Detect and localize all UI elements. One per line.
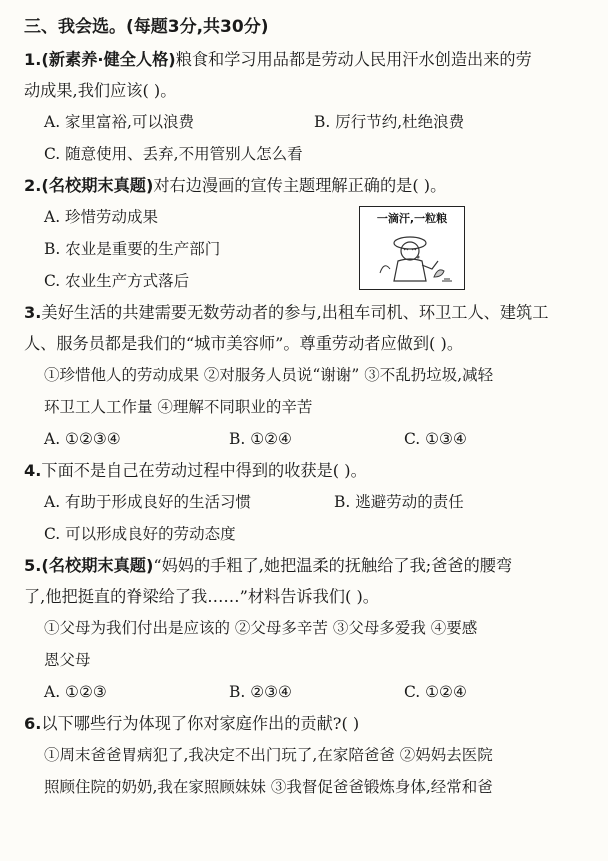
question-number: 5. <box>24 556 42 575</box>
option-b[interactable]: B. 逃避劳动的责任 <box>334 493 464 511</box>
question-6-line-1 <box>24 708 590 739</box>
section-title: 三、我会选。(每题3分,共30分) <box>24 17 269 37</box>
option-a[interactable]: A. 有助于形成良好的生活习惯 <box>44 493 252 511</box>
worksheet-page <box>24 14 590 803</box>
question-3-line-2: 人、服务员都是我们的“城市美容师”。尊重劳动者应做到( )。 <box>24 334 464 353</box>
statement-line-2: 照顾住院的奶奶,我在家照顾妹妹 ③我督促爸爸锻炼身体,经常和爸 <box>44 778 493 796</box>
cartoon-image <box>359 206 465 290</box>
question-text: “妈妈的手粗了,她把温柔的抚触给了我;爸爸的腰弯 <box>153 556 513 575</box>
question-tag: (名校期末真题) <box>41 556 154 575</box>
option-c[interactable]: C. 农业生产方式落后 <box>44 272 190 290</box>
question-number: 1. <box>24 50 42 69</box>
question-4-line-1 <box>24 455 590 486</box>
statement-line-2: 环卫工人工作量 ④理解不同职业的辛苦 <box>44 398 313 416</box>
statement-line-1: ①珍惜他人的劳动成果 ②对服务人员说“谢谢” ③不乱扔垃圾,减轻 <box>44 366 494 384</box>
option-a[interactable]: A. 珍惜劳动成果 <box>44 208 159 226</box>
option-a[interactable]: A. ①②③ <box>44 683 107 701</box>
option-b[interactable]: B. ①②④ <box>229 430 292 448</box>
question-3 <box>24 297 590 455</box>
question-tag: (名校期末真题) <box>41 176 154 195</box>
question-text: 美好生活的共建需要无数劳动者的参与,出租车司机、环卫工人、建筑工 <box>41 303 549 322</box>
question-number: 4. <box>24 461 42 480</box>
question-1-line-1 <box>24 44 590 75</box>
question-number: 3. <box>24 303 42 322</box>
question-5-line-2: 了,他把挺直的脊梁给了我……”材料告诉我们( )。 <box>24 587 379 606</box>
option-a[interactable]: A. 家里富裕,可以浪费 <box>44 113 194 131</box>
question-3-line-1 <box>24 297 590 328</box>
option-b[interactable]: B. ②③④ <box>229 683 292 701</box>
statement-line-2: 恩父母 <box>44 651 91 669</box>
question-text: 粮食和学习用品都是劳动人民用汗水创造出来的劳 <box>175 50 532 69</box>
question-tag: (新素养·健全人格) <box>41 50 176 69</box>
question-2-line-1 <box>24 170 590 201</box>
question-text: 以下哪些行为体现了你对家庭作出的贡献?( ) <box>41 714 360 733</box>
option-b[interactable]: B. 厉行节约,杜绝浪费 <box>314 113 465 131</box>
question-text: 下面不是自己在劳动过程中得到的收获是( )。 <box>41 461 367 480</box>
option-c[interactable]: C. 随意使用、丢弃,不用管别人怎么看 <box>44 145 303 163</box>
cartoon-caption: 一滴汗,一粒粮 <box>376 212 448 225</box>
question-number: 6. <box>24 714 42 733</box>
question-4 <box>24 455 590 550</box>
option-c[interactable]: C. ①②④ <box>404 683 467 701</box>
question-number: 2. <box>24 176 42 195</box>
option-a[interactable]: A. ①②③④ <box>44 430 121 448</box>
question-2 <box>24 170 590 297</box>
option-c[interactable]: C. ①③④ <box>404 430 467 448</box>
farmer-illustration <box>360 207 464 289</box>
question-text: 对右边漫画的宣传主题理解正确的是( )。 <box>153 176 447 195</box>
question-5-line-1 <box>24 550 590 581</box>
question-1-line-2: 动成果,我们应该( )。 <box>24 81 177 100</box>
statement-line-1: ①父母为我们付出是应该的 ②父母多辛苦 ③父母多爱我 ④要感 <box>44 619 478 637</box>
question-6 <box>24 708 590 803</box>
question-1 <box>24 44 590 170</box>
option-b[interactable]: B. 农业是重要的生产部门 <box>44 240 221 258</box>
statement-line-1: ①周末爸爸胃病犯了,我决定不出门玩了,在家陪爸爸 ②妈妈去医院 <box>44 746 493 764</box>
question-5 <box>24 550 590 708</box>
option-c[interactable]: C. 可以形成良好的劳动态度 <box>44 525 236 543</box>
